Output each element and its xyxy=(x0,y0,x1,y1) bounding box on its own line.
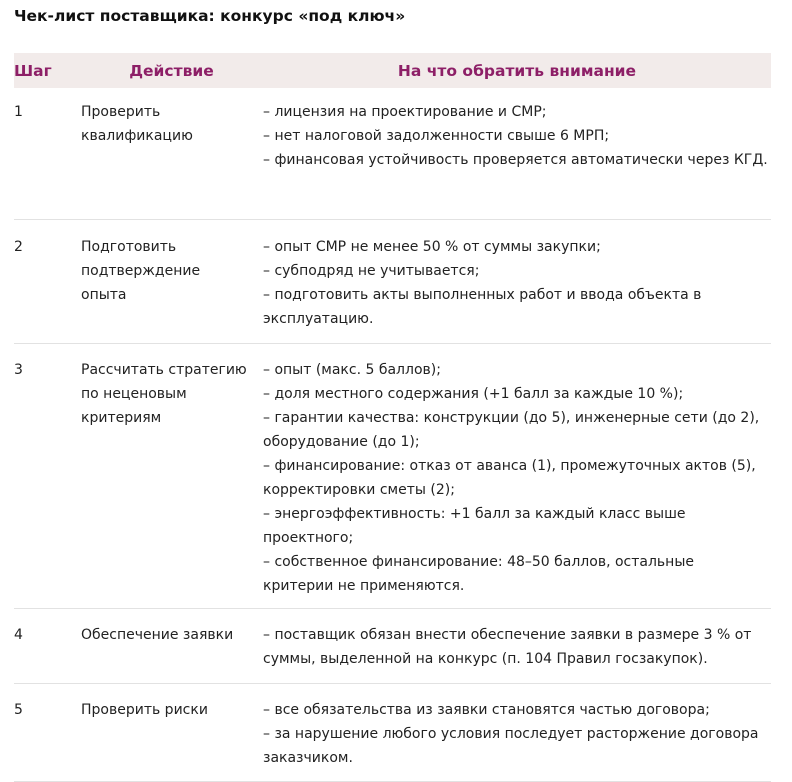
step-number: 3 xyxy=(14,362,23,378)
table-row xyxy=(14,684,771,782)
note-line: – собственное финансирование: 48–50 баллов, остальные xyxy=(263,554,694,570)
action-cell xyxy=(81,220,263,343)
table-row xyxy=(14,88,771,220)
step-number: 1 xyxy=(14,104,23,120)
note-line: – доля местного содержания (+1 балл за каждые 10 %); xyxy=(263,386,684,402)
note-line: корректировки сметы (2); xyxy=(263,482,455,498)
page-title: Чек-лист поставщика: конкурс «под ключ» xyxy=(14,7,406,25)
note-line: – субподряд не учитывается; xyxy=(263,263,480,279)
note-line: – опыт (макс. 5 баллов); xyxy=(263,362,441,378)
note-line: – энергоэффективность: +1 балл за каждый класс выше xyxy=(263,506,686,522)
column-header-action: Действие xyxy=(129,61,214,80)
action-line: Подготовить xyxy=(81,239,177,255)
note-line: оборудование (до 1); xyxy=(263,434,420,450)
note-line: – поставщик обязан внести обеспечение заявки в размере 3 % от xyxy=(263,627,752,643)
note-line: – все обязательства из заявки становятся частью договора; xyxy=(263,702,710,718)
note-line: – за нарушение любого условия последует расторжение договора xyxy=(263,726,759,742)
action-line: Рассчитать стратегию xyxy=(81,362,247,378)
note-line: – нет налоговой задолженности свыше 6 МРП; xyxy=(263,128,610,144)
note-line: проектного; xyxy=(263,530,354,546)
step-number: 5 xyxy=(14,702,23,718)
action-line: квалификацию xyxy=(81,128,193,144)
action-cell xyxy=(81,344,263,608)
note-line: – лицензия на проектирование и СМР; xyxy=(263,104,547,120)
action-cell xyxy=(81,684,263,781)
table-header xyxy=(14,53,771,88)
note-line: – опыт СМР не менее 50 % от суммы закупки; xyxy=(263,239,601,255)
action-line: Проверить xyxy=(81,104,161,120)
note-line: эксплуатацию. xyxy=(263,311,374,327)
action-cell xyxy=(81,88,263,219)
note-line: критерии не применяются. xyxy=(263,578,465,594)
action-line: опыта xyxy=(81,287,127,303)
note-cell xyxy=(263,220,771,343)
note-cell xyxy=(263,684,771,781)
table-row xyxy=(14,609,771,684)
note-cell xyxy=(263,344,771,608)
table-row xyxy=(14,220,771,344)
action-line: подтверждение xyxy=(81,263,201,279)
note-line: – финансирование: отказ от аванса (1), промежуточных актов (5), xyxy=(263,458,756,474)
action-line: критериям xyxy=(81,410,162,426)
table-row xyxy=(14,344,771,609)
note-line: суммы, выделенной на конкурс (п. 104 Правил госзакупок). xyxy=(263,651,708,667)
note-cell xyxy=(263,88,771,219)
action-cell xyxy=(81,609,263,683)
note-cell xyxy=(263,609,771,683)
note-line: – финансовая устойчивость проверяется автоматически через КГД. xyxy=(263,152,768,168)
action-line: Обеспечение заявки xyxy=(81,627,234,643)
checklist-table xyxy=(14,53,771,782)
action-line: по неценовым xyxy=(81,386,187,402)
action-line: Проверить риски xyxy=(81,702,208,718)
note-line: заказчиком. xyxy=(263,750,353,766)
column-header-note: На что обратить внимание xyxy=(397,61,637,80)
step-number: 2 xyxy=(14,239,23,255)
note-line: – подготовить акты выполненных работ и ввода объекта в xyxy=(263,287,702,303)
step-number: 4 xyxy=(14,627,23,643)
note-line: – гарантии качества: конструкции (до 5), инженерные сети (до 2), xyxy=(263,410,760,426)
column-header-step: Шаг xyxy=(14,61,52,80)
